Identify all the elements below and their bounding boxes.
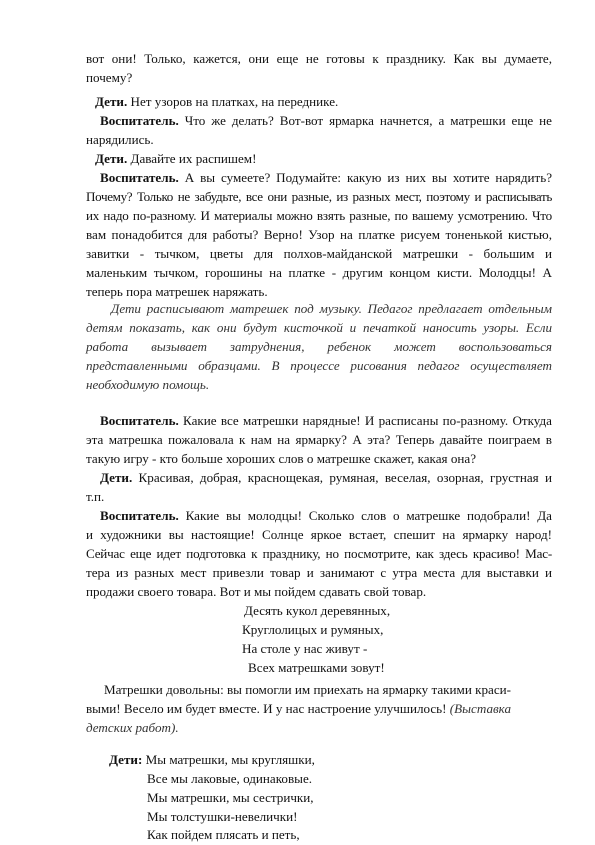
- text-line: [100, 169, 552, 188]
- poem-line: Все мы лаковые, одинаковые.: [147, 771, 313, 786]
- text-line: такую игру - кто больше хороших слов о матрешке скажет, какая она?: [86, 451, 477, 466]
- poem-line: Мы толстушки-невелички!: [147, 809, 298, 824]
- line-text: Давайте их распишем!: [127, 151, 257, 166]
- text-line: почему?: [86, 70, 133, 85]
- italic-line: представленными образцами. В процессе рисования педагог осуществляет: [86, 358, 552, 373]
- speaker-label: Воспитатель.: [100, 113, 179, 128]
- line-text: Нет узоров на платках, на переднике.: [127, 94, 339, 109]
- text-line: [95, 93, 338, 112]
- text-line: продажи своего товара. Вот и мы пойдем сдавать свой товар.: [86, 584, 427, 599]
- line-text: А вы сумеете? Подумайте: какую из них вы хотите нарядить?: [178, 170, 552, 185]
- line-text: Какие все матрешки нарядные! И расписаны по-разному. Откуда: [178, 413, 552, 428]
- speaker-label: Дети:: [109, 752, 143, 767]
- text-line: теперь пора матрешек наряжать.: [86, 284, 268, 299]
- speaker-label: Воспитатель.: [100, 508, 179, 523]
- italic-line: необходимую помощь.: [86, 377, 210, 392]
- text-line: [95, 150, 256, 169]
- text-line: [109, 751, 315, 770]
- text-line: Матрешки довольны: вы помогли им приехать на ярмарку такими краси-: [104, 682, 512, 697]
- text-line: вот они! Только, кажется, они еще не готовы к празднику. Как вы думаете,: [86, 51, 552, 66]
- text-line: Почему? Только не забудьте, все они разные, из разных мест, поэтому и расписывать: [86, 189, 552, 204]
- text-line: маленьким тычком, горошины на платке - другим концом кисти. Молодцы! А: [86, 265, 552, 280]
- italic-line: Дети расписывают матрешек под музыку. Педагог предлагает отдельным: [111, 301, 552, 316]
- speaker-label: Дети.: [100, 470, 133, 485]
- poem-line: Десять кукол деревянных,: [244, 603, 391, 618]
- line-text: Какие вы молодцы! Сколько слов о матрешке подобрали! Да: [178, 508, 552, 523]
- poem-line: Как пойдем плясать и петь,: [147, 827, 300, 842]
- text-line: вам понадобится для работы? Верно! Узор на платке рисуем тоненькой кистью,: [86, 227, 552, 242]
- text-line: [100, 412, 552, 431]
- speaker-label: Воспитатель.: [100, 170, 179, 185]
- italic-line: работа вызывает затруднения, ребенок может воспользоваться: [86, 339, 552, 354]
- line-text: Красивая, добрая, краснощекая, румяная, веселая, озорная, грустная и: [132, 470, 552, 485]
- text-line: нарядились.: [86, 132, 154, 147]
- line-text: выми! Весело им будет вместе. И у нас настроение улучшилось!: [86, 701, 450, 716]
- speaker-label: Дети.: [95, 94, 128, 109]
- poem-line: Круглолицых и румяных,: [242, 622, 384, 637]
- line-text: Мы матрешки, мы кругляшки,: [142, 752, 315, 767]
- text-line: завитки - тычком, цветы для полхов-майданской матрешки - большим и: [86, 246, 552, 261]
- italic-note: детских работ).: [86, 720, 179, 735]
- text-line: т.п.: [86, 489, 105, 504]
- text-line: их надо по-разному. И материалы можно взять разные, по вашему усмотрению. Что: [86, 208, 552, 223]
- text-line: эта матрешка пожаловала к нам на ярмарку? А эта? Теперь давайте поиграем в: [86, 432, 552, 447]
- text-line: и художники вы настоящие! Солнце яркое встает, спешит на ярмарку народ!: [86, 527, 552, 542]
- italic-line: детям показать, как они будут кисточкой и печаткой наносить узоры. Если: [86, 320, 552, 335]
- text-line: [100, 507, 552, 526]
- speaker-label: Дети.: [95, 151, 128, 166]
- poem-line: Всех матрешками зовут!: [248, 660, 385, 675]
- text-line: тера из разных мест привезли товар и занимают с утра места для выставки и: [86, 565, 552, 580]
- text-line: [86, 700, 511, 719]
- poem-line: На столе у нас живут -: [242, 641, 368, 656]
- italic-note: (Выставка: [449, 701, 512, 716]
- text-line: [100, 112, 552, 131]
- poem-line: Мы матрешки, мы сестрички,: [147, 790, 314, 805]
- speaker-label: Воспитатель.: [100, 413, 179, 428]
- text-line: [100, 469, 552, 488]
- text-line: Сейчас еще идет подготовка к празднику, но посмотрите, как здесь красиво! Мас-: [86, 546, 552, 561]
- line-text: Что же делать? Вот-вот ярмарка начнется, а матрешки еще не: [178, 113, 552, 128]
